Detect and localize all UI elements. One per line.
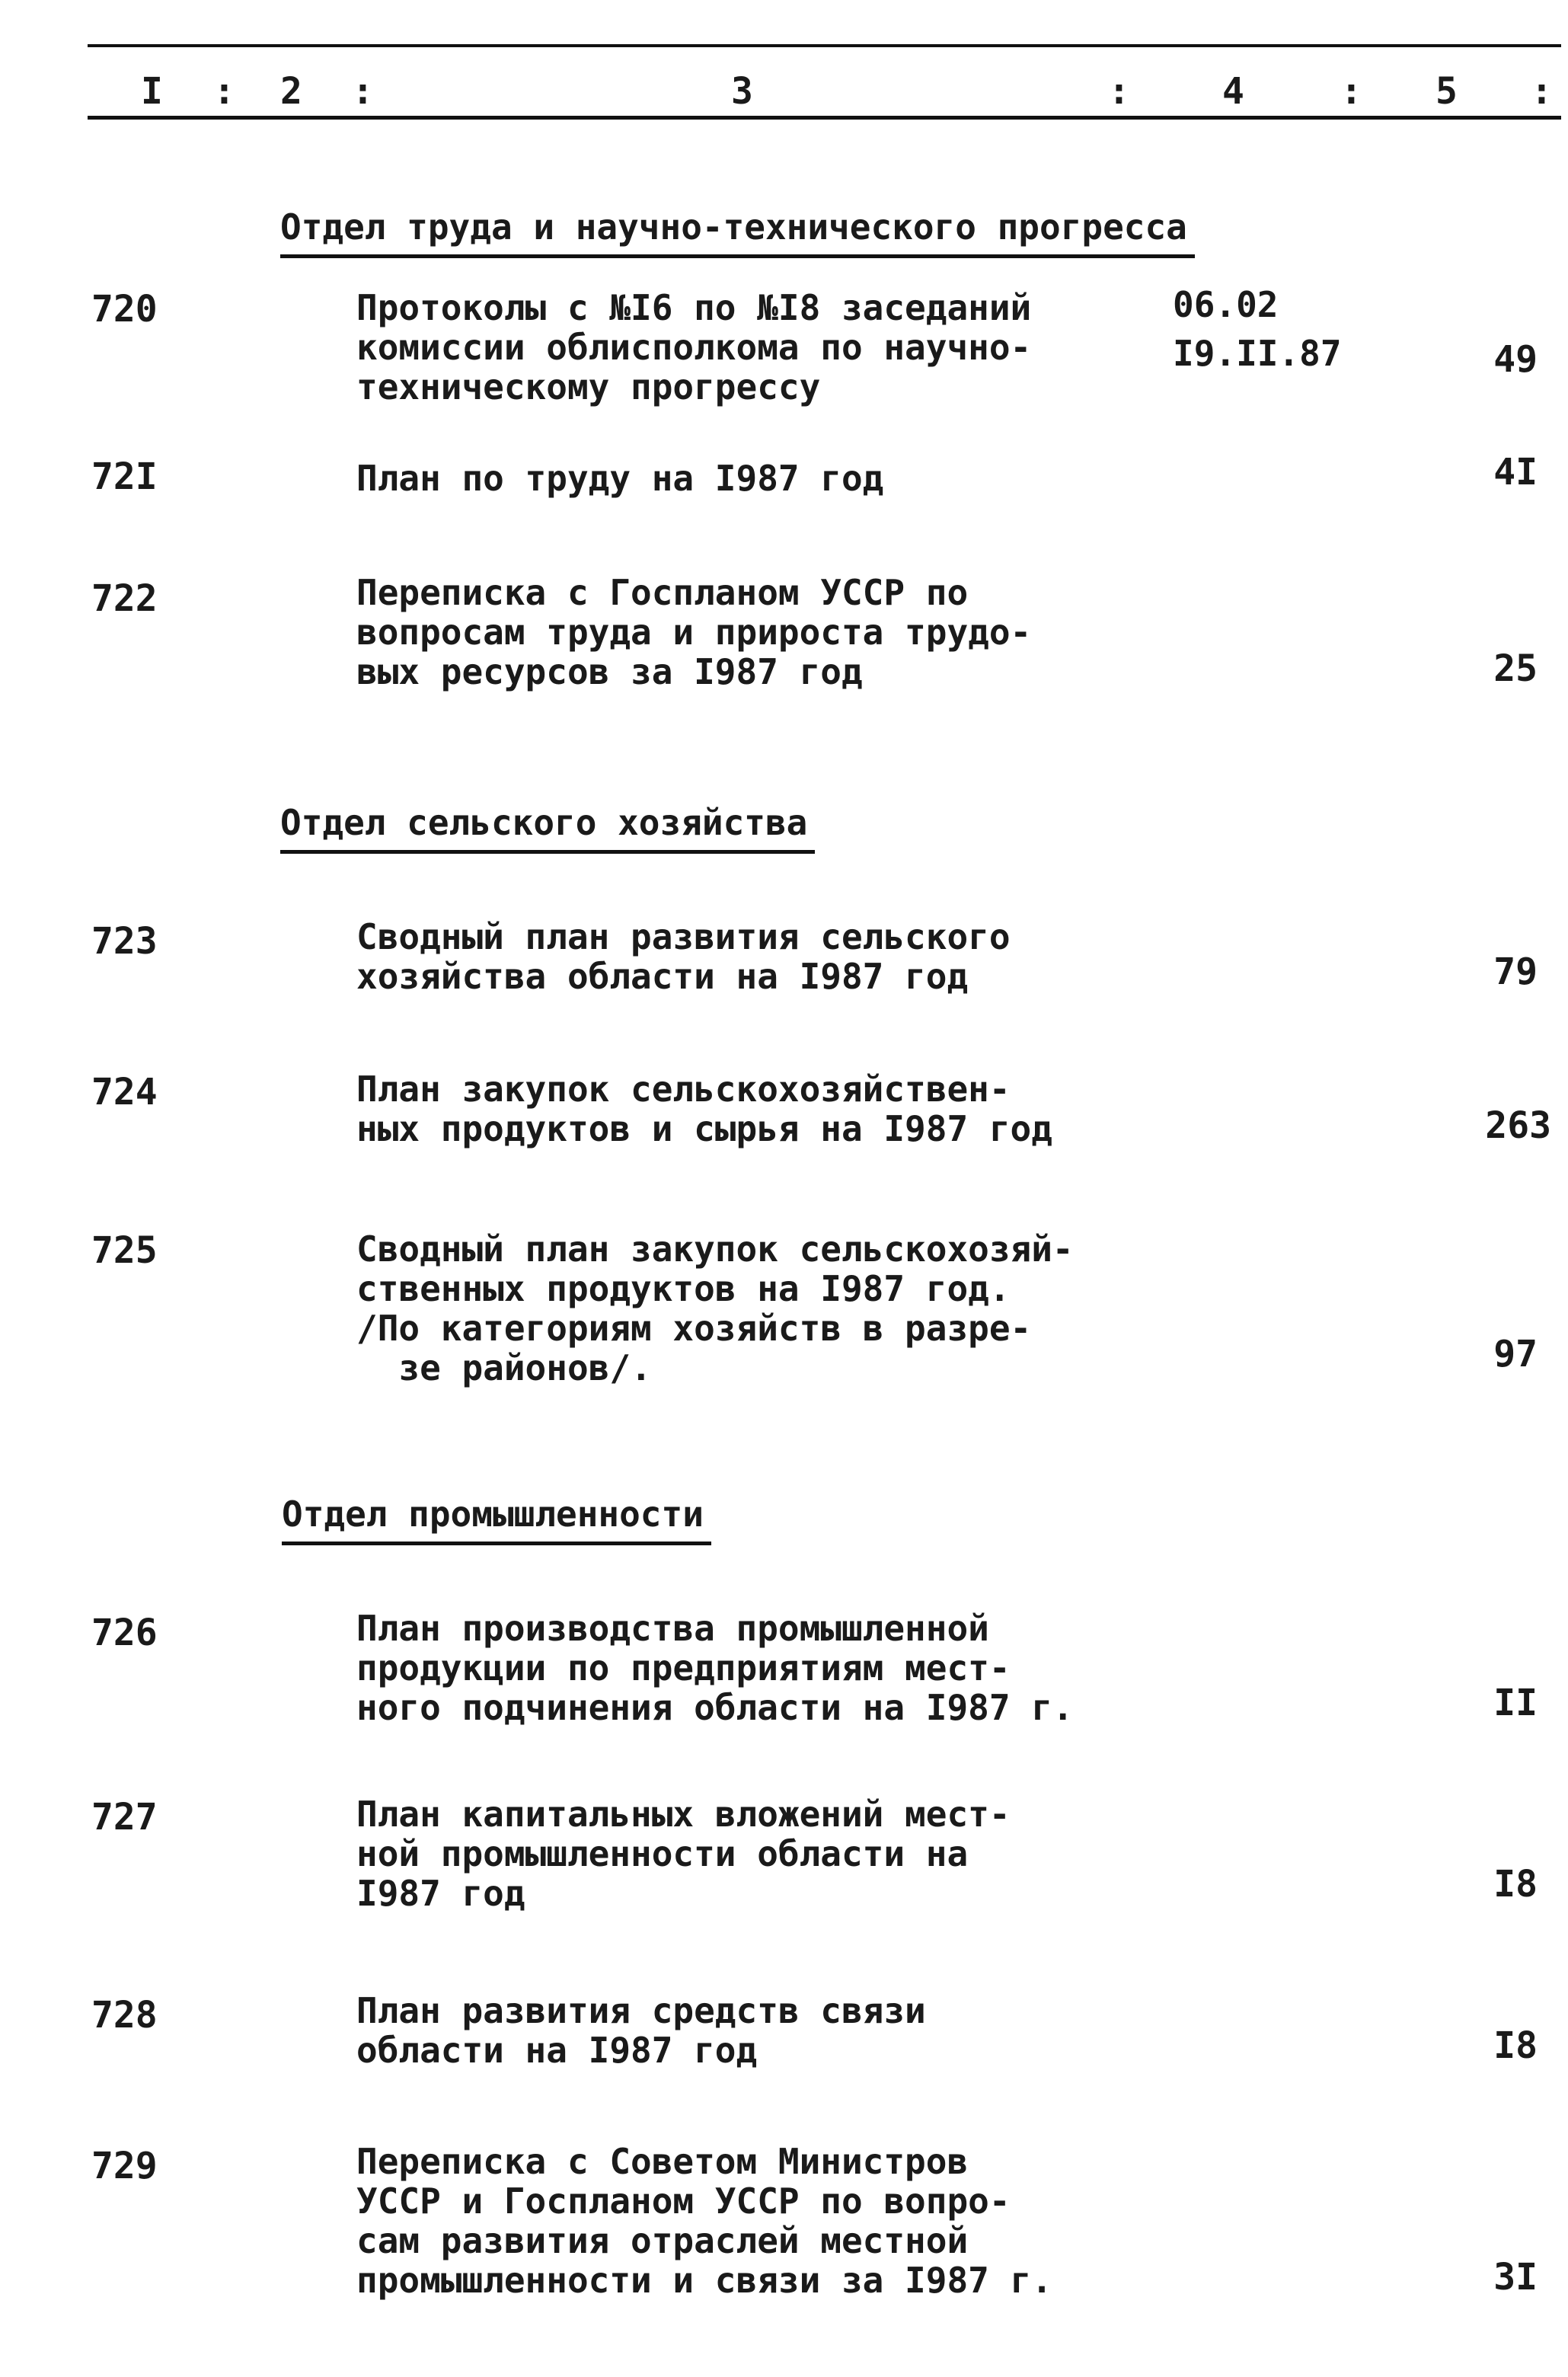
entry-number: 724 <box>91 1071 158 1113</box>
entry-page-count: I8 <box>1493 1863 1538 1906</box>
entry-title: Сводный план закупок сельскохозяй- ственных продуктов на I987 год. /По категориям хозяйств в разре- зе районов/. <box>356 1228 1074 1388</box>
entry-title: План производства промышленной продукции по предприятиям мест- ного подчинения области на I987 г. <box>356 1608 1074 1728</box>
entry-dates: 06.02 I9.II.87 <box>1173 284 1342 374</box>
entry-title: План закупок сельскохозяйствен- ных продуктов и сырья на I987 год <box>356 1069 1052 1149</box>
section-heading: Отдел сельского хозяйства <box>280 801 815 854</box>
entry-title: План развития средств связи области на I987 год <box>356 1990 926 2071</box>
entry-page-count: 25 <box>1493 647 1538 690</box>
column-header-5: 5 <box>1435 70 1458 113</box>
column-header-2: 2 <box>280 70 302 113</box>
entry-title: Переписка с Госпланом УССР по вопросам труда и прироста трудо- вых ресурсов за I987 год <box>356 572 1032 692</box>
column-separator: : <box>1340 70 1362 113</box>
entry-title: Переписка с Советом Министров УССР и Госпланом УССР по вопро- сам развития отраслей местной промышленности и связи за I987 г. <box>356 2141 1052 2301</box>
header-rule <box>88 116 1561 120</box>
entry-number: 720 <box>91 288 158 331</box>
entry-number: 728 <box>91 1994 158 2037</box>
column-header-3: 3 <box>731 70 753 113</box>
entry-number: 727 <box>91 1796 158 1839</box>
entry-number: 723 <box>91 920 158 963</box>
entry-page-count: 79 <box>1493 950 1538 993</box>
column-separator: : <box>352 70 374 113</box>
column-separator: : <box>213 70 235 113</box>
column-header-1: I <box>141 70 163 113</box>
entry-page-count: 49 <box>1493 338 1538 381</box>
entry-page-count: I8 <box>1493 2024 1538 2067</box>
column-separator: : <box>1108 70 1130 113</box>
entry-page-count: 4I <box>1493 451 1538 494</box>
entry-number: 726 <box>91 1612 158 1654</box>
entry-title: Протоколы с №I6 по №I8 заседаний комиссии облисполкома по научно- техническому прогрессу <box>356 287 1032 407</box>
section-heading: Отдел промышленности <box>282 1493 711 1545</box>
entry-number: 725 <box>91 1229 158 1272</box>
entry-number: 722 <box>91 577 158 620</box>
column-separator: : <box>1531 70 1553 113</box>
entry-page-count: 3I <box>1493 2256 1538 2299</box>
entry-title: Сводный план развития сельского хозяйства области на I987 год <box>356 916 1011 997</box>
entry-title: План капитальных вложений мест- ной промышленности области на I987 год <box>356 1794 1011 1914</box>
entry-number: 729 <box>91 2145 158 2187</box>
entry-title: План по труду на I987 год <box>356 458 884 499</box>
column-header-4: 4 <box>1222 70 1244 113</box>
entry-page-count: II <box>1493 1682 1538 1724</box>
entry-page-count: 97 <box>1493 1333 1538 1375</box>
section-heading: Отдел труда и научно-технического прогресса <box>280 206 1195 258</box>
top-rule <box>88 44 1561 47</box>
entry-page-count: 263 <box>1485 1104 1551 1147</box>
entry-number: 72I <box>91 455 158 498</box>
